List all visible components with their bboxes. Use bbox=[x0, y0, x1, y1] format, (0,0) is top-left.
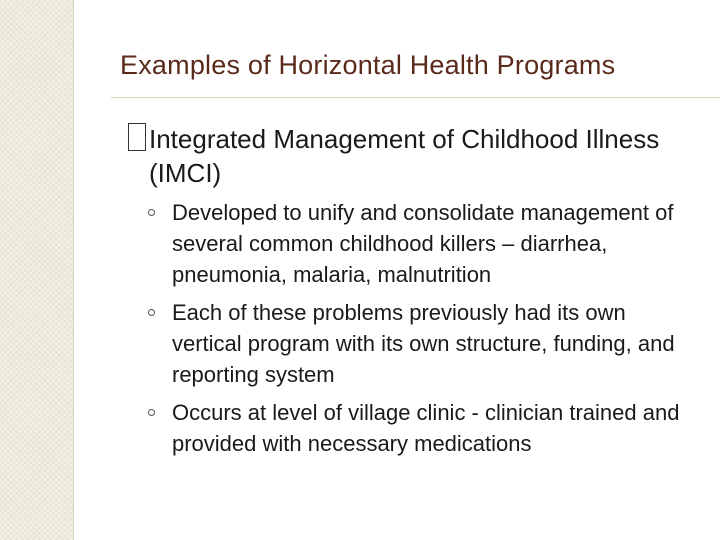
circle-bullet-icon bbox=[148, 409, 155, 416]
sub-bullet-text: Developed to unify and consolidate management of several common childhood killers – diarrhea, pneumonia, malaria, malnutrition bbox=[172, 200, 674, 287]
decorative-side-band bbox=[0, 0, 73, 540]
sub-bullet-text: Occurs at level of village clinic - clinician trained and provided with necessary medications bbox=[172, 400, 680, 456]
sub-bullet-item bbox=[148, 297, 693, 390]
sub-bullet-list bbox=[148, 197, 693, 466]
missing-glyph-bullet-icon bbox=[128, 123, 146, 151]
slide-title: Examples of Horizontal Health Programs bbox=[120, 50, 616, 80]
main-bullet-text: Integrated Management of Childhood Illness (IMCI) bbox=[149, 124, 660, 188]
sub-bullet-text: Each of these problems previously had its own vertical program with its own structure, funding, and reporting system bbox=[172, 300, 675, 387]
main-bullet bbox=[128, 122, 688, 190]
sub-bullet-item bbox=[148, 197, 693, 290]
title-divider bbox=[111, 97, 720, 98]
side-band-divider bbox=[73, 0, 74, 540]
circle-bullet-icon bbox=[148, 309, 155, 316]
circle-bullet-icon bbox=[148, 209, 155, 216]
sub-bullet-item bbox=[148, 397, 693, 459]
